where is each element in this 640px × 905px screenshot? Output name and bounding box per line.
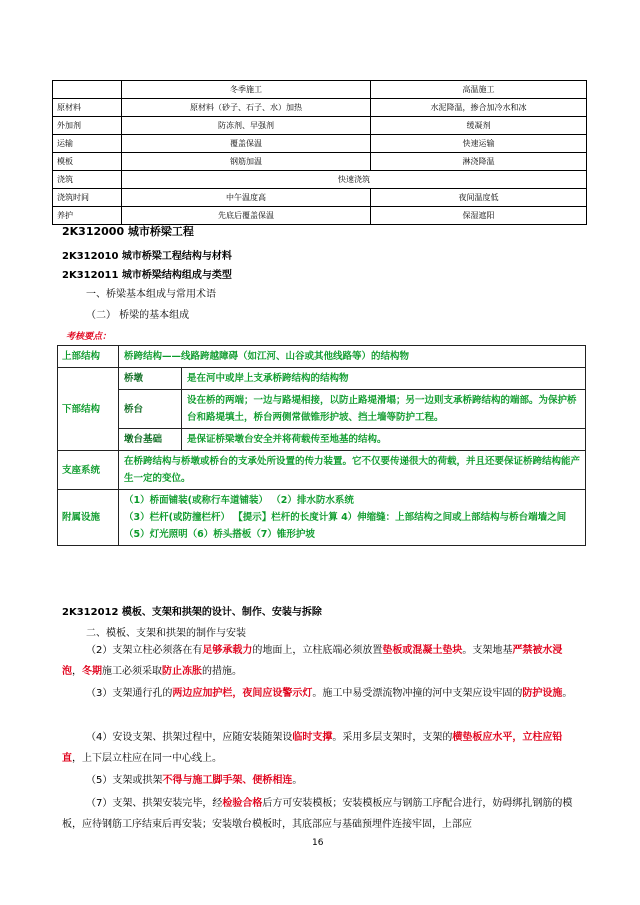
table-row xyxy=(58,429,586,451)
text: （7）支架、拱架安装完毕，经 xyxy=(86,798,223,809)
table-cell: 快速浇筑 xyxy=(122,171,587,189)
page-number: 16 xyxy=(312,838,324,848)
paragraph-heading: 一、桥梁基本组成与常用术语 xyxy=(86,289,216,300)
table-row xyxy=(53,81,587,99)
aux-item-line: （1）桥面铺装(或称行车道铺装） （2）排水防水系统 xyxy=(124,495,354,506)
key-points-label: 考核要点： xyxy=(66,332,112,342)
table-cell: 是在河中或岸上支承桥跨结构的结构物 xyxy=(182,368,586,390)
highlight-text: 检验合格 xyxy=(222,798,263,809)
table-cell: 在桥跨结构与桥墩或桥台的支承处所设置的传力装置。它不仅要传递很大的荷载，并且还要保证桥跨结构能产生一定的变位。 xyxy=(119,451,586,490)
table-cell: 缓凝剂 xyxy=(370,117,586,135)
table-cell: 原材料 xyxy=(53,99,122,117)
text: ， xyxy=(72,666,82,677)
table-cell: 浇筑 xyxy=(53,171,122,189)
table-row xyxy=(58,346,586,368)
table-cell: 浇筑时间 xyxy=(53,189,122,207)
text: 后方可安装模板；安装模板应与钢筋工序配合进行，妨碍绑扎钢筋的模板，应待钢筋工序结束后再安装；安装墩台模板时，其底部应与基础预埋件连接牢固，上部应 xyxy=(62,798,573,830)
paragraph-heading: （二） 桥梁的基本组成 xyxy=(86,310,190,321)
table-cell: 上部结构 xyxy=(58,346,119,368)
paragraph-heading: 二、模板、支架和拱架的制作与安装 xyxy=(86,628,246,639)
table-cell: 桥墩 xyxy=(119,368,182,390)
table-cell: 防冻剂、早强剂 xyxy=(122,117,371,135)
table-header-winter: 冬季施工 xyxy=(122,81,371,99)
table-row xyxy=(58,368,586,390)
table-row xyxy=(58,451,586,490)
section-heading: 2K312000 城市桥梁工程 xyxy=(62,225,194,238)
highlight-text: 防护设施 xyxy=(522,688,563,699)
table-cell: 原材料（砂子、石子、水）加热 xyxy=(122,99,371,117)
subsection-heading: 2K312011 城市桥梁结构组成与类型 xyxy=(62,270,232,281)
paragraph xyxy=(62,640,582,682)
text: 。 xyxy=(562,688,573,699)
text: 。 xyxy=(292,775,303,786)
table-cell: 运输 xyxy=(53,135,122,153)
text: 。施工中易受漂流物冲撞的河中支架应设牢固的 xyxy=(312,688,523,699)
paragraph xyxy=(62,727,582,769)
table-row xyxy=(53,117,587,135)
paragraph xyxy=(62,770,582,791)
table-cell: 附属设施 xyxy=(58,490,119,546)
season-construction-table xyxy=(52,80,587,225)
highlight-text: 冬期 xyxy=(82,666,102,677)
text: （4）安设支架、拱架过程中，应随安装随架设 xyxy=(86,732,293,743)
table-row xyxy=(58,390,586,429)
table-cell: 中午温度高 xyxy=(122,189,371,207)
text: （2）支架立柱必须落在有 xyxy=(86,645,203,656)
table-row xyxy=(53,99,587,117)
table-cell: 设在桥的两端；一边与路堤相接，以防止路堤滑塌；另一边则支承桥跨结构的端部。为保护桥台和路堤填土，桥台两侧常做锥形护坡、挡土墙等防护工程。 xyxy=(182,390,586,429)
table-cell xyxy=(119,490,586,546)
text: 的地面上，立柱底端必须放置 xyxy=(252,645,383,656)
text: 。采用多层支架时，支架的 xyxy=(332,732,453,743)
subsection-heading: 2K312010 城市桥梁工程结构与材料 xyxy=(62,251,232,262)
text: ，上下层立柱应在同一中心线上。 xyxy=(72,753,222,764)
table-cell: 支座系统 xyxy=(58,451,119,490)
paragraph xyxy=(62,683,582,704)
table-cell: 先底后覆盖保温 xyxy=(122,207,371,225)
table-cell: 钢筋加温 xyxy=(122,153,371,171)
text: （3）支架通行孔的 xyxy=(86,688,173,699)
highlight-text: 足够承载力 xyxy=(202,645,253,656)
highlight-text: 垫板或混凝土垫块 xyxy=(382,645,463,656)
table-cell: 墩台基础 xyxy=(119,429,182,451)
table-cell: 是保证桥梁墩台安全并将荷载传至地基的结构。 xyxy=(182,429,586,451)
highlight-text: 严禁被水浸泡 xyxy=(62,645,563,677)
table-row xyxy=(58,490,586,546)
paragraph xyxy=(62,793,582,835)
table-row xyxy=(53,171,587,189)
text: 。支架地基 xyxy=(462,645,513,656)
table-cell: 水泥降温，掺合加冷水和冰 xyxy=(370,99,586,117)
highlight-text: 防止冻胀 xyxy=(162,666,202,677)
bridge-composition-table xyxy=(57,345,586,546)
table-cell: 下部结构 xyxy=(58,368,119,451)
highlight-text: 两边应加护栏，夜间应设警示灯 xyxy=(172,688,313,699)
aux-item-line: （3）栏杆(或防撞栏杆） 【提示】栏杆的长度计算 4）伸缩缝：上部结构之间或上部结构与桥台端墙之间 xyxy=(124,512,567,523)
text: （5）支架或拱架 xyxy=(86,775,163,786)
highlight-text: 不得与施工脚手架、便桥相连 xyxy=(162,775,293,786)
table-cell: 快速运输 xyxy=(370,135,586,153)
table-cell: 覆盖保温 xyxy=(122,135,371,153)
table-cell xyxy=(53,81,122,99)
highlight-text: 临时支撑 xyxy=(292,732,333,743)
table-cell: 养护 xyxy=(53,207,122,225)
aux-item-line: （5）灯光照明（6）桥头搭板（7）锥形护坡 xyxy=(124,529,315,540)
table-row xyxy=(53,135,587,153)
table-cell: 保湿遮阳 xyxy=(370,207,586,225)
table-cell: 桥跨结构——线路跨越障碍（如江河、山谷或其他线路等）的结构物 xyxy=(119,346,586,368)
table-cell: 淋浇降温 xyxy=(370,153,586,171)
text: 施工必须采取 xyxy=(102,666,162,677)
table-cell: 模板 xyxy=(53,153,122,171)
text: 的措施。 xyxy=(202,666,242,677)
table-row xyxy=(53,189,587,207)
table-cell: 夜间温度低 xyxy=(370,189,586,207)
table-row xyxy=(53,153,587,171)
table-row xyxy=(53,207,587,225)
table-cell: 外加剂 xyxy=(53,117,122,135)
highlight-text: 横垫板应水平，立柱应铅直 xyxy=(62,732,563,764)
subsection-heading: 2K312012 模板、支架和拱架的设计、制作、安装与拆除 xyxy=(62,607,322,618)
table-header-summer: 高温施工 xyxy=(370,81,586,99)
table-cell: 桥台 xyxy=(119,390,182,429)
